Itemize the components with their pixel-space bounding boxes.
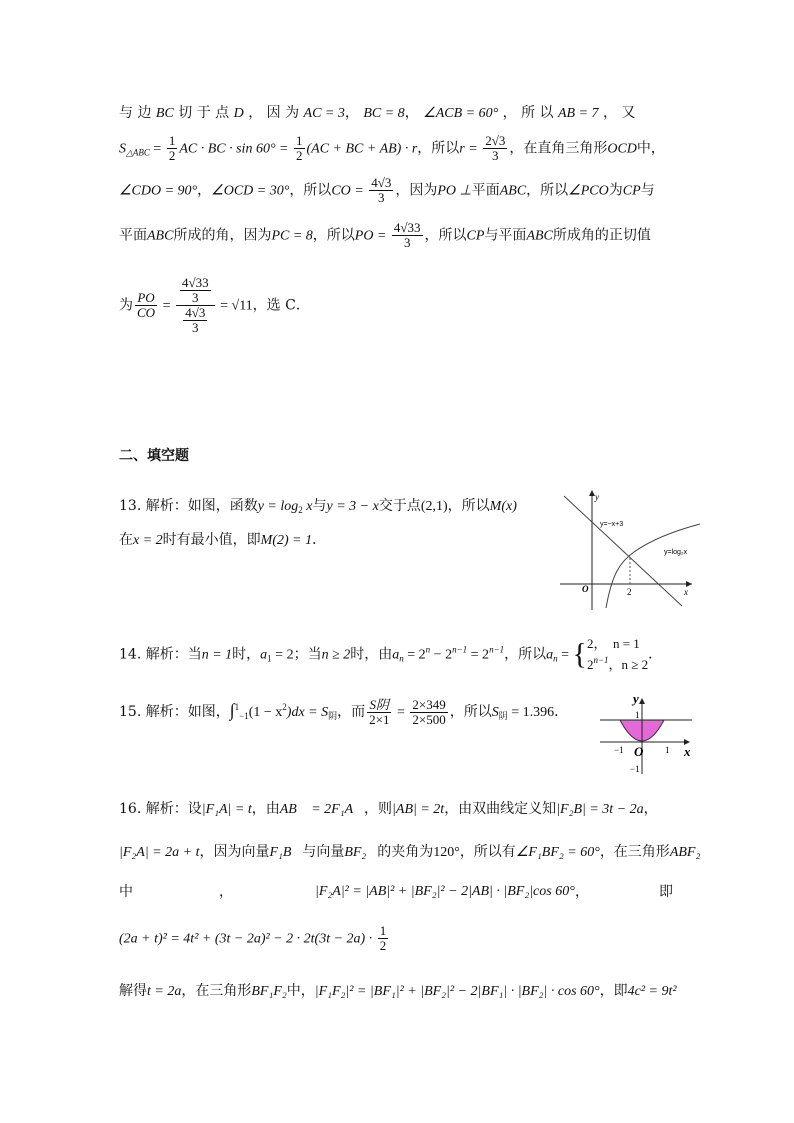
text: 平面 [471,182,500,199]
math: a [392,647,400,663]
math: CP [466,228,485,244]
math: ABC [147,228,174,244]
text: 与 [312,498,327,514]
tick-pos-1: 1 [665,745,670,755]
math: PC = 8 [271,228,313,244]
math: (1 − x [248,705,283,720]
math: BF₂⃗ [344,845,378,860]
math: |F₂A|² = |AB|² + |BF₂|² − 2|AB| · |BF₂|cos 60° [315,884,575,899]
math-sup: 2 [282,702,287,712]
math: n ≥ 2 [321,647,351,663]
numerator: 1 [168,133,176,148]
denominator: 3 [192,320,199,335]
denominator: 2×500 [412,711,446,727]
numerator: 4√33 [181,275,209,290]
math-sup: n−1 [593,655,609,665]
integral-sign: ∫ [229,700,235,720]
text: ，因为向量 [199,844,270,860]
math: = 2 [467,647,490,663]
tick-y-neg-1: −1 [630,764,640,774]
math: n = 1 [201,647,233,663]
math: |F₂A| = 2a + t [119,845,200,860]
math: = 2 [271,647,294,663]
denominator: 2 [379,938,387,953]
math: F₁B⃗ [269,845,303,860]
math: |AB| = 2t [392,802,445,817]
math: AC · BC · sin 60° = [179,141,292,157]
math: S [491,705,499,720]
text: ， [344,105,359,121]
text: ，在三角形 [181,983,252,999]
math: AC = 3 [303,106,345,121]
text: ， [219,884,233,900]
text: ． [554,704,569,720]
math: CP [622,183,641,199]
fraction [367,698,391,727]
case-2 [587,652,648,673]
text: 解得 [119,983,147,999]
tick-y-1: 1 [635,710,640,720]
text: 13. 解析：如图，函数 [119,498,258,514]
numerator: S阴 [367,698,391,713]
text: 的夹角为 [377,844,434,860]
math: 120° [433,845,460,860]
math-sup: n−1 [489,644,505,655]
p13-line-2 [119,530,326,551]
math: (2a + t)² = 4t² + (3t − 2a)² − 2 · 2t(3t − 2a) · [119,931,376,947]
text: ，所以 [447,498,490,514]
text: ，所以 [504,646,547,663]
text: ；当 [293,646,322,663]
text: 15. 解析：如图， [119,704,230,720]
p16-line-1 [119,799,658,820]
denominator: CO [137,305,156,320]
math: BC = 8 [363,106,405,121]
numerator: 1 [296,133,303,148]
text: ，在直角三角形 [509,140,608,157]
math: |F₂B| = 3t − 2a [556,802,644,817]
text: 中， [286,983,315,999]
math: = 1.396 [507,705,555,720]
y-arrow [639,698,645,704]
numerator: 4√3 [185,305,206,320]
tick-2: 2 [627,587,632,597]
text: 平面 [119,227,147,244]
text: ． [312,532,327,548]
text: 即 [659,884,673,900]
text: ， 因 为 [248,105,300,121]
math: x = 2 [133,533,163,548]
text: ， 又 [603,105,636,121]
fraction [167,134,178,163]
math: M(x) [489,499,517,514]
math: = [393,705,409,720]
fraction [135,291,157,320]
p13-line-1 [119,496,517,520]
math: PO = [354,228,390,244]
math: = 2 [403,647,426,663]
log-label: y=log₂x [664,549,688,556]
math: ∠CDO = 90° [119,183,198,199]
math: = [557,647,573,663]
p16-line-4 [119,924,390,953]
text: ， [643,801,658,817]
fraction [378,924,389,953]
text: ，所以 [449,704,492,720]
p12-line-5 [119,276,310,335]
p16-line-2 [119,842,700,863]
text: 时有最小值，即 [162,532,261,548]
math: x [302,499,313,514]
p12-line-1 [119,103,635,124]
fraction [180,276,211,305]
numerator: PO [135,291,157,306]
text: 中， [636,140,665,157]
math: PO ⊥ [437,183,472,199]
text: 与 [640,182,655,199]
math: ，n ≥ 2 [608,657,649,672]
p12-line-2 [119,134,665,163]
text: ，在三角形 [599,844,670,860]
math: BF₁F₂ [251,984,287,999]
text: ， [197,182,212,199]
denominator: 3 [378,190,385,205]
fraction [294,134,305,163]
y-axis-label: y [595,492,599,502]
math-sub: 阴 [328,712,338,722]
fraction [483,134,507,163]
graph-13 [560,488,702,612]
math: ∠ACB = 60° [423,106,499,121]
x-axis-label: x [684,587,688,597]
text: ， 所 以 [502,105,554,121]
text: ，所以有 [459,844,516,860]
text: 切 于 点 [178,105,230,121]
denominator: 3 [403,235,411,250]
math: = [159,298,174,314]
nested-fraction [176,276,215,335]
text: ，因为 [395,182,438,199]
origin-label: O [634,744,644,759]
math: M(2) = 1 [260,533,313,548]
math: |F₁F₂|² = |BF₁|² + |BF₂|² − 2|BF₁| · |BF₂| · cos 60° [314,984,600,999]
math: ABF₂ [669,845,701,860]
line-label: y=−x+3 [600,521,624,528]
math: AB = 7 [558,106,599,121]
math: t = 2a [147,984,182,999]
denominator: 2 [168,148,176,163]
math: a [260,647,268,663]
text: ，所以 [417,140,460,157]
text: 中 [119,884,133,900]
numerator: 2√3 [485,133,506,148]
text: ，所以 [424,227,467,244]
p12-line-4 [119,221,651,250]
math: |F₁A| = t [201,802,252,817]
text: ，由双曲线定义知 [444,801,557,817]
upper-limit: 1 [234,702,240,712]
math-sub: n [399,653,404,664]
math: ∠F₁BF₂ = 60° [515,845,600,860]
cases [587,636,648,673]
text: 交于点 [378,498,421,514]
fraction [410,698,447,727]
math: )dx = S [286,705,329,720]
math: ∠OCD = 30° [211,183,290,199]
math: ABC [499,183,527,199]
text: 时，由 [350,646,393,663]
nested-numerator [176,276,215,306]
text: ，即 [599,983,628,999]
math-sup: n−1 [452,644,468,655]
text: 所成角的正切值 [552,227,651,244]
text: 时， [232,646,261,663]
math: CO = [331,183,368,199]
math-sub: 2 [298,505,303,515]
nested-denominator [176,306,215,335]
text: ，由 [251,801,280,817]
text: 与平面 [484,227,527,244]
denominator: 3 [492,148,499,163]
numerator: 1 [379,923,387,938]
denominator: 3 [192,290,199,305]
math-sup: n [425,644,431,655]
text: ， [575,884,589,900]
denominator: 2 [296,148,303,163]
section-heading: 二、填空题 [119,448,189,464]
text: ，所以 [526,182,569,199]
math: 4c² = 9t² [627,984,677,999]
p12-line-3 [119,176,655,205]
text: ，选 C． [252,297,310,314]
math: ∠PCO [568,183,609,199]
text: 为 [608,182,623,199]
lower-limit: −1 [239,711,249,721]
math: = √11 [216,298,253,314]
math-sub: 阴 [498,712,508,722]
numerator: 4√33 [393,220,421,235]
text: 与向量 [302,844,345,860]
x-axis-label: x [684,744,691,759]
math: 2 [586,657,594,672]
fraction [392,221,423,250]
math: (2,1) [420,499,448,514]
math-sub: 1 [267,653,272,664]
text: 16. 解析：设 [119,801,202,817]
text: 与 边 [119,105,152,121]
text: ． [648,646,663,663]
text: ，所以 [312,227,355,244]
math: (AC + BC + AB) · r [306,141,418,157]
tick-neg-1: −1 [614,745,624,755]
math-sub: △ABC [126,147,150,158]
p15-line [119,697,568,727]
math-sub: n [553,653,558,664]
text: ， [404,105,419,121]
math: AB⃗ = 2F₁A⃗ [279,802,365,817]
origin-label: O [582,584,589,594]
math: − 2 [430,647,453,663]
text: 所成的角，因为 [173,227,272,244]
text: 在 [119,532,133,548]
fraction [183,306,207,335]
math: OCD [607,141,637,157]
graph-15 [598,690,698,778]
math: r = [459,141,482,157]
text: 14. 解析：当 [119,646,202,663]
math: y = 3 − x [326,499,379,514]
text: ，而 [337,704,366,720]
left-brace: { [572,637,587,671]
math: S [119,141,126,157]
p16-line-3 [119,882,675,902]
case-1: 2， n = 1 [586,636,640,651]
math: a [546,647,554,663]
p14-line [119,636,662,673]
numerator: 2×349 [412,696,446,712]
math: ABC [526,228,553,244]
math: = [149,141,165,157]
text: ，则 [364,801,393,817]
numerator: 4√3 [371,175,392,190]
piecewise [573,636,649,673]
text: 为 [119,297,133,314]
math: y = log [257,499,299,514]
fraction [369,176,393,205]
math: D [233,106,244,121]
text: ，所以 [289,182,332,199]
y-axis-label: y [633,691,639,706]
denominator: 2×1 [369,711,390,727]
p16-line-5 [119,981,677,1002]
math: BC [155,106,174,121]
